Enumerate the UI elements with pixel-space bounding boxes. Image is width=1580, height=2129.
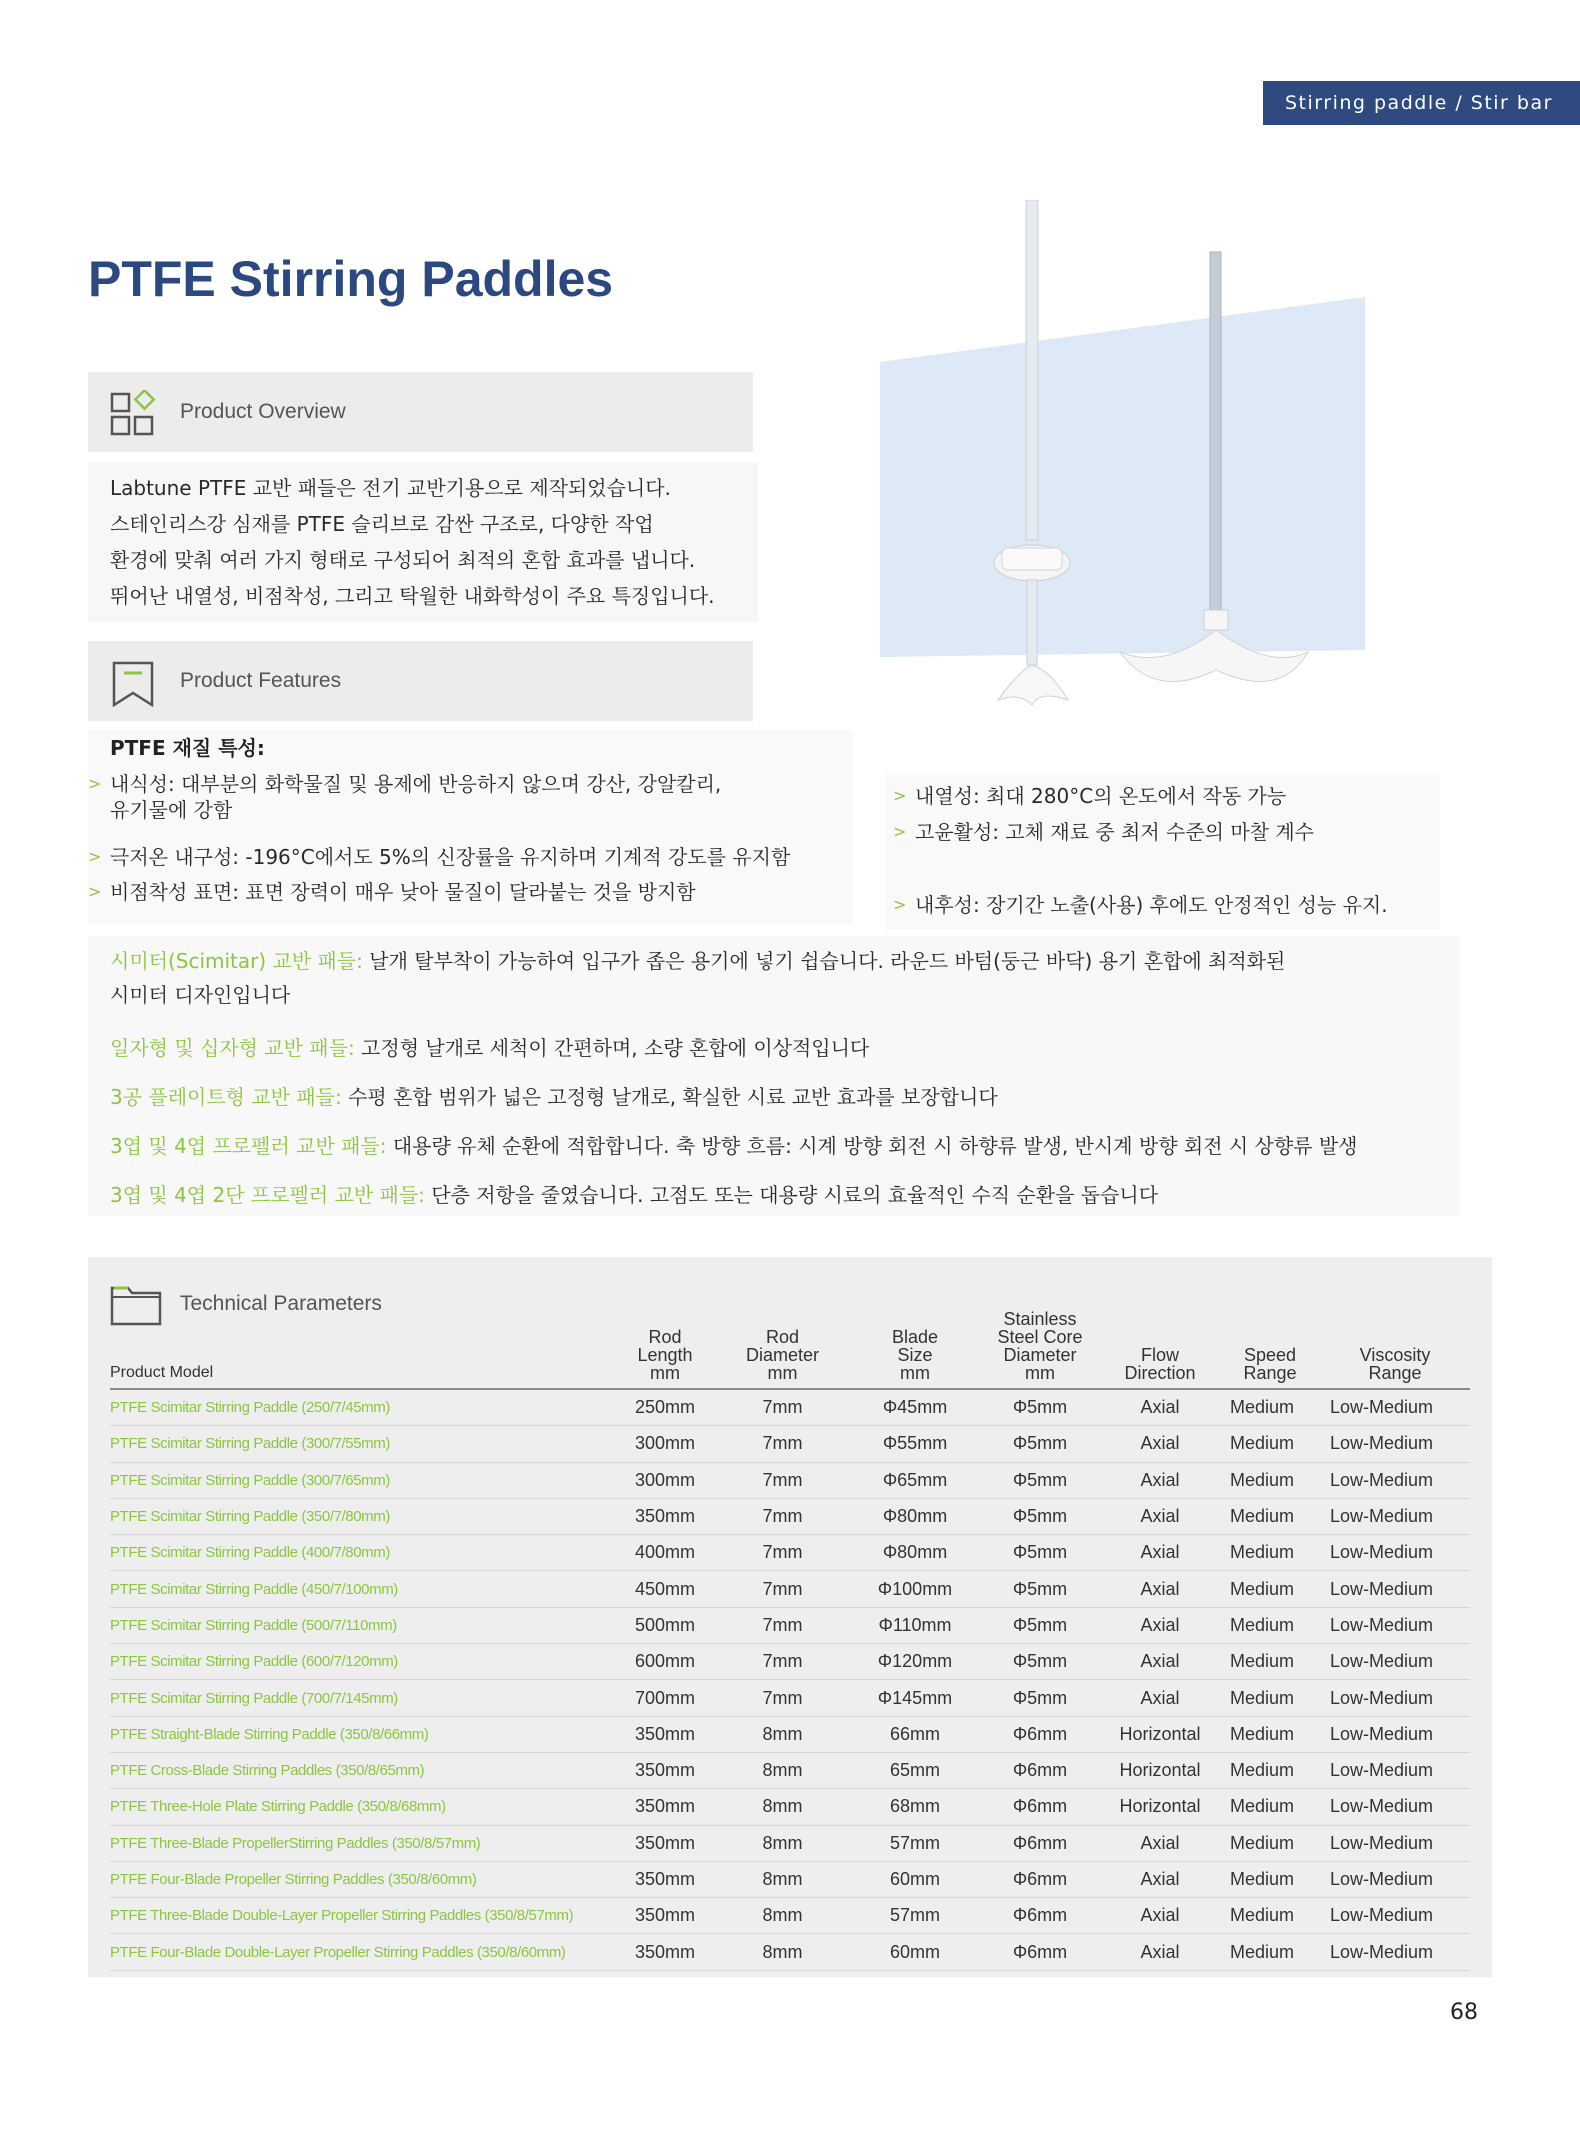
- cell-rod-length: 350mm: [615, 1752, 715, 1788]
- table-row: [110, 1789, 1470, 1825]
- cell-viscosity: Low-Medium: [1320, 1716, 1470, 1752]
- table-row: [110, 1934, 1470, 1970]
- cell-model: PTFE Scimitar Stirring Paddle (300/7/55mm): [110, 1426, 615, 1462]
- table-row: [110, 1680, 1470, 1716]
- cell-blade-size: Φ145mm: [850, 1680, 980, 1716]
- cell-rod-length: 350mm: [615, 1934, 715, 1970]
- cell-blade-size: Φ100mm: [850, 1571, 980, 1607]
- cell-model: PTFE Three-Blade Double-Layer Propeller Stirring Paddles (350/8/57mm): [110, 1898, 615, 1934]
- cell-speed: Medium: [1220, 1716, 1320, 1752]
- cell-core-diameter: Φ6mm: [980, 1934, 1100, 1970]
- feature-item: > 내식성: 대부분의 화학물질 및 용제에 반응하지 않으며 강산, 강알칼리, 유기물에 강함: [88, 772, 722, 822]
- cell-viscosity: Low-Medium: [1320, 1825, 1470, 1861]
- cell-core-diameter: Φ6mm: [980, 1825, 1100, 1861]
- cell-model: PTFE Scimitar Stirring Paddle (450/7/100mm): [110, 1571, 615, 1607]
- cell-model: PTFE Four-Blade Propeller Stirring Paddles (350/8/60mm): [110, 1861, 615, 1897]
- cell-speed: Medium: [1220, 1462, 1320, 1498]
- col-viscosity: Viscosity Range: [1320, 1310, 1470, 1389]
- cell-rod-length: 500mm: [615, 1607, 715, 1643]
- cell-rod-diameter: 7mm: [715, 1680, 850, 1716]
- cell-core-diameter: Φ5mm: [980, 1571, 1100, 1607]
- cell-model: PTFE Four-Blade Double-Layer Propeller Stirring Paddles (350/8/60mm): [110, 1934, 615, 1970]
- bookmark-icon: [110, 659, 160, 707]
- cell-viscosity: Low-Medium: [1320, 1644, 1470, 1680]
- cell-rod-length: 300mm: [615, 1426, 715, 1462]
- cell-speed: Medium: [1220, 1535, 1320, 1571]
- parameters-table: [110, 1310, 1470, 1971]
- features-heading: PTFE 재질 특성:: [110, 736, 265, 760]
- chevron-right-icon: >: [88, 847, 102, 866]
- cell-rod-length: 400mm: [615, 1535, 715, 1571]
- chevron-right-icon: >: [88, 774, 102, 793]
- cell-flow: Axial: [1100, 1861, 1220, 1897]
- cell-speed: Medium: [1220, 1861, 1320, 1897]
- table-row: [110, 1716, 1470, 1752]
- cell-viscosity: Low-Medium: [1320, 1752, 1470, 1788]
- overview-label: Product Overview: [180, 400, 346, 423]
- cell-rod-diameter: 8mm: [715, 1825, 850, 1861]
- cell-rod-diameter: 7mm: [715, 1389, 850, 1426]
- chevron-right-icon: >: [893, 895, 907, 914]
- cell-blade-size: Φ110mm: [850, 1607, 980, 1643]
- cell-model: PTFE Three-Blade PropellerStirring Paddles (350/8/57mm): [110, 1825, 615, 1861]
- cell-viscosity: Low-Medium: [1320, 1607, 1470, 1643]
- cell-speed: Medium: [1220, 1898, 1320, 1934]
- cell-blade-size: 65mm: [850, 1752, 980, 1788]
- cell-core-diameter: Φ6mm: [980, 1861, 1100, 1897]
- table-row: [110, 1426, 1470, 1462]
- cell-blade-size: Φ120mm: [850, 1644, 980, 1680]
- cell-rod-diameter: 8mm: [715, 1789, 850, 1825]
- cell-viscosity: Low-Medium: [1320, 1498, 1470, 1534]
- cell-model: PTFE Three-Hole Plate Stirring Paddle (350/8/68mm): [110, 1789, 615, 1825]
- page-title: PTFE Stirring Paddles: [88, 251, 614, 307]
- cell-speed: Medium: [1220, 1644, 1320, 1680]
- cell-rod-length: 700mm: [615, 1680, 715, 1716]
- table-header-row: [110, 1310, 1470, 1389]
- cell-viscosity: Low-Medium: [1320, 1789, 1470, 1825]
- cell-flow: Axial: [1100, 1462, 1220, 1498]
- cell-rod-diameter: 7mm: [715, 1607, 850, 1643]
- cell-core-diameter: Φ5mm: [980, 1607, 1100, 1643]
- description-item: 시미터(Scimitar) 교반 패들: 날개 탈부착이 가능하여 입구가 좁은 용기에 넣기 쉽습니다. 라운드 바텀(둥근 바닥) 용기 혼합에 최적화된 시미터 디자인입니다: [110, 949, 1286, 1007]
- cell-blade-size: Φ45mm: [850, 1389, 980, 1426]
- table-row: [110, 1861, 1470, 1897]
- cell-model: PTFE Straight-Blade Stirring Paddle (350/8/66mm): [110, 1716, 615, 1752]
- cell-model: PTFE Scimitar Stirring Paddle (350/7/80mm): [110, 1498, 615, 1534]
- cell-flow: Axial: [1100, 1498, 1220, 1534]
- cell-viscosity: Low-Medium: [1320, 1861, 1470, 1897]
- cell-core-diameter: Φ5mm: [980, 1389, 1100, 1426]
- cell-flow: Horizontal: [1100, 1789, 1220, 1825]
- cell-core-diameter: Φ5mm: [980, 1462, 1100, 1498]
- cell-flow: Axial: [1100, 1571, 1220, 1607]
- table-row: [110, 1825, 1470, 1861]
- cell-flow: Axial: [1100, 1644, 1220, 1680]
- table-row: [110, 1898, 1470, 1934]
- cell-flow: Axial: [1100, 1607, 1220, 1643]
- chevron-right-icon: >: [893, 786, 907, 805]
- table-row: [110, 1644, 1470, 1680]
- cell-speed: Medium: [1220, 1571, 1320, 1607]
- cell-viscosity: Low-Medium: [1320, 1426, 1470, 1462]
- features-label: Product Features: [180, 669, 342, 692]
- cell-rod-length: 350mm: [615, 1861, 715, 1897]
- cell-rod-diameter: 8mm: [715, 1898, 850, 1934]
- cell-viscosity: Low-Medium: [1320, 1898, 1470, 1934]
- feature-item: > 내열성: 최대 280°C의 온도에서 작동 가능: [893, 784, 1287, 808]
- cell-core-diameter: Φ5mm: [980, 1644, 1100, 1680]
- cell-rod-length: 350mm: [615, 1898, 715, 1934]
- cell-blade-size: 57mm: [850, 1825, 980, 1861]
- col-model: Product Model: [110, 1310, 615, 1389]
- cell-rod-diameter: 7mm: [715, 1426, 850, 1462]
- cell-speed: Medium: [1220, 1789, 1320, 1825]
- col-flow: Flow Direction: [1100, 1310, 1220, 1389]
- cell-blade-size: Φ80mm: [850, 1498, 980, 1534]
- table-row: [110, 1607, 1470, 1643]
- cell-model: PTFE Scimitar Stirring Paddle (700/7/145mm): [110, 1680, 615, 1716]
- cell-blade-size: Φ65mm: [850, 1462, 980, 1498]
- cell-core-diameter: Φ5mm: [980, 1426, 1100, 1462]
- cell-rod-diameter: 8mm: [715, 1752, 850, 1788]
- cell-core-diameter: Φ5mm: [980, 1680, 1100, 1716]
- cell-core-diameter: Φ6mm: [980, 1789, 1100, 1825]
- table-row: [110, 1535, 1470, 1571]
- cell-blade-size: 60mm: [850, 1934, 980, 1970]
- cell-blade-size: Φ80mm: [850, 1535, 980, 1571]
- cell-rod-diameter: 8mm: [715, 1934, 850, 1970]
- cell-blade-size: 57mm: [850, 1898, 980, 1934]
- cell-viscosity: Low-Medium: [1320, 1934, 1470, 1970]
- cell-blade-size: 66mm: [850, 1716, 980, 1752]
- cell-rod-length: 350mm: [615, 1498, 715, 1534]
- cell-rod-diameter: 7mm: [715, 1462, 850, 1498]
- cell-model: PTFE Scimitar Stirring Paddle (250/7/45mm): [110, 1389, 615, 1426]
- cell-speed: Medium: [1220, 1825, 1320, 1861]
- cell-rod-diameter: 7mm: [715, 1644, 850, 1680]
- cell-model: PTFE Scimitar Stirring Paddle (600/7/120mm): [110, 1644, 615, 1680]
- cell-core-diameter: Φ5mm: [980, 1535, 1100, 1571]
- description-item: 3공 플레이트형 교반 패들: 수평 혼합 범위가 넓은 고정형 날개로, 확실한 시료 교반 효과를 보장합니다: [110, 1085, 998, 1109]
- table-row: [110, 1752, 1470, 1788]
- cell-model: PTFE Scimitar Stirring Paddle (300/7/65mm): [110, 1462, 615, 1498]
- chevron-right-icon: >: [893, 822, 907, 841]
- feature-item: > 비점착성 표면: 표면 장력이 매우 낮아 물질이 달라붙는 것을 방지함: [88, 880, 696, 904]
- cell-viscosity: Low-Medium: [1320, 1571, 1470, 1607]
- description-item: 일자형 및 십자형 교반 패들: 고정형 날개로 세척이 간편하며, 소량 혼합에 이상적입니다: [110, 1036, 870, 1060]
- cell-flow: Horizontal: [1100, 1716, 1220, 1752]
- feature-item: > 극저온 내구성: -196°C에서도 5%의 신장률을 유지하며 기계적 강도를 유지함: [88, 845, 791, 869]
- cell-rod-length: 350mm: [615, 1825, 715, 1861]
- cell-flow: Horizontal: [1100, 1752, 1220, 1788]
- grid-icon: [110, 390, 160, 438]
- cell-flow: Axial: [1100, 1898, 1220, 1934]
- page-number: 68: [1450, 2000, 1478, 2025]
- feature-item: > 내후성: 장기간 노출(사용) 후에도 안정적인 성능 유지.: [893, 893, 1388, 917]
- col-core-diameter: Stainless Steel Core Diameter mm: [980, 1310, 1100, 1389]
- cell-viscosity: Low-Medium: [1320, 1462, 1470, 1498]
- parameters-label: Technical Parameters: [180, 1292, 382, 1315]
- feature-item: > 고윤활성: 고체 재료 중 최저 수준의 마찰 계수: [893, 820, 1314, 844]
- cell-speed: Medium: [1220, 1752, 1320, 1788]
- cell-model: PTFE Cross-Blade Stirring Paddles (350/8/65mm): [110, 1752, 615, 1788]
- cell-rod-length: 350mm: [615, 1789, 715, 1825]
- cell-core-diameter: Φ6mm: [980, 1898, 1100, 1934]
- cell-rod-length: 250mm: [615, 1389, 715, 1426]
- cell-rod-diameter: 8mm: [715, 1716, 850, 1752]
- col-speed: Speed Range: [1220, 1310, 1320, 1389]
- cell-rod-length: 600mm: [615, 1644, 715, 1680]
- col-blade-size: Blade Size mm: [850, 1310, 980, 1389]
- cell-flow: Axial: [1100, 1825, 1220, 1861]
- cell-speed: Medium: [1220, 1934, 1320, 1970]
- cell-flow: Axial: [1100, 1389, 1220, 1426]
- cell-blade-size: 60mm: [850, 1861, 980, 1897]
- description-item: 3엽 및 4엽 프로펠러 교반 패들: 대용량 유체 순환에 적합합니다. 축 방향 흐름: 시계 방향 회전 시 하향류 발생, 반시계 방향 회전 시 상향류 발생: [110, 1134, 1358, 1158]
- cell-rod-length: 450mm: [615, 1571, 715, 1607]
- cell-rod-length: 350mm: [615, 1716, 715, 1752]
- col-rod-diameter: Rod Diameter mm: [715, 1310, 850, 1389]
- cell-flow: Axial: [1100, 1934, 1220, 1970]
- cell-speed: Medium: [1220, 1498, 1320, 1534]
- cell-flow: Axial: [1100, 1426, 1220, 1462]
- cell-speed: Medium: [1220, 1389, 1320, 1426]
- cell-flow: Axial: [1100, 1680, 1220, 1716]
- features-header: [88, 641, 753, 721]
- cell-core-diameter: Φ5mm: [980, 1498, 1100, 1534]
- cell-blade-size: 68mm: [850, 1789, 980, 1825]
- cell-model: PTFE Scimitar Stirring Paddle (500/7/110mm): [110, 1607, 615, 1643]
- cell-speed: Medium: [1220, 1607, 1320, 1643]
- chevron-right-icon: >: [88, 882, 102, 901]
- product-image: [880, 200, 1400, 740]
- col-rod-length: Rod Length mm: [615, 1310, 715, 1389]
- cell-blade-size: Φ55mm: [850, 1426, 980, 1462]
- cell-speed: Medium: [1220, 1426, 1320, 1462]
- cell-rod-length: 300mm: [615, 1462, 715, 1498]
- section-tag: Stirring paddle / Stir bar: [1263, 81, 1580, 125]
- table-row: [110, 1571, 1470, 1607]
- description-item: 3엽 및 4엽 2단 프로펠러 교반 패들: 단층 저항을 줄였습니다. 고점도 또는 대용량 시료의 효율적인 수직 순환을 돕습니다: [110, 1183, 1159, 1207]
- table-row: [110, 1498, 1470, 1534]
- cell-core-diameter: Φ6mm: [980, 1716, 1100, 1752]
- overview-text: Labtune PTFE 교반 패들은 전기 교반기용으로 제작되었습니다. 스테인리스강 심재를 PTFE 슬리브로 감싼 구조로, 다양한 작업 환경에 맞춰 여러 가지 형태로 구성되어 최적의 혼합 효과를 냅니다. 뛰어난 내열성, 비점착성, 그리고 탁월한 내화학성이 주요 특징입니다.: [110, 476, 715, 608]
- table-row: [110, 1462, 1470, 1498]
- cell-viscosity: Low-Medium: [1320, 1535, 1470, 1571]
- cell-speed: Medium: [1220, 1680, 1320, 1716]
- table-body: [110, 1389, 1470, 1970]
- cell-viscosity: Low-Medium: [1320, 1680, 1470, 1716]
- cell-rod-diameter: 7mm: [715, 1535, 850, 1571]
- cell-viscosity: Low-Medium: [1320, 1389, 1470, 1426]
- cell-core-diameter: Φ6mm: [980, 1752, 1100, 1788]
- overview-header: [88, 372, 753, 452]
- cell-rod-diameter: 7mm: [715, 1498, 850, 1534]
- cell-flow: Axial: [1100, 1535, 1220, 1571]
- cell-model: PTFE Scimitar Stirring Paddle (400/7/80mm): [110, 1535, 615, 1571]
- cell-rod-diameter: 8mm: [715, 1861, 850, 1897]
- cell-rod-diameter: 7mm: [715, 1571, 850, 1607]
- table-row: [110, 1389, 1470, 1426]
